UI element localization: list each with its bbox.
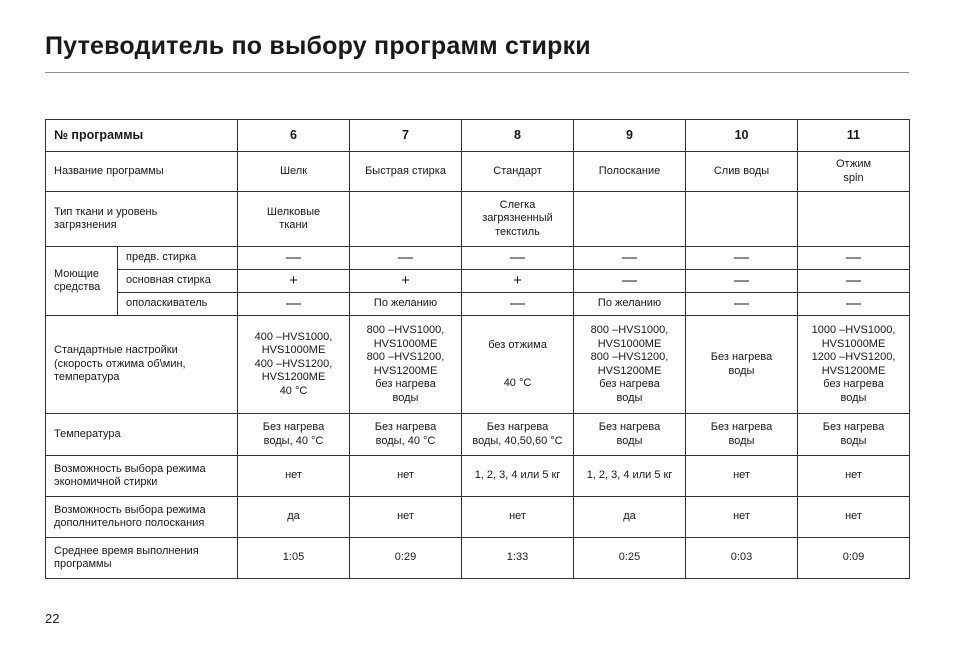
table-cell: 400 –HVS1000, HVS1000ME 400 –HVS1200, HVS1200ME 40 °C	[238, 316, 350, 414]
program-number-11: 11	[798, 120, 910, 152]
table-cell: —	[574, 247, 686, 270]
table-cell: нет	[798, 456, 910, 497]
row-sublabel-rinse-aid: ополаскиватель	[118, 293, 238, 316]
table-cell: Полоскание	[574, 152, 686, 192]
row-label-average-time: Среднее время выполнения программы	[46, 538, 238, 579]
program-number-6: 6	[238, 120, 350, 152]
table-cell	[686, 192, 798, 247]
table-cell: нет	[686, 456, 798, 497]
title-divider	[45, 72, 909, 73]
table-row	[46, 247, 910, 270]
table-cell: —	[686, 293, 798, 316]
table-cell: 1:05	[238, 538, 350, 579]
row-label-standard-settings: Стандартные настройки (скорость отжима об\мин, температура	[46, 316, 238, 414]
table-cell: нет	[350, 497, 462, 538]
table-cell: —	[798, 270, 910, 293]
table-cell: Отжим spin	[798, 152, 910, 192]
table-cell: Без нагрева воды	[686, 414, 798, 456]
table-cell: Слив воды	[686, 152, 798, 192]
row-label-economy-mode: Возможность выбора режима экономичной стирки	[46, 456, 238, 497]
table-cell: —	[462, 247, 574, 270]
table-cell: —	[574, 270, 686, 293]
table-cell: Быстрая стирка	[350, 152, 462, 192]
table-row	[46, 293, 910, 316]
spin-value: без отжима	[488, 338, 547, 351]
program-number-7: 7	[350, 120, 462, 152]
table-cell: 800 –HVS1000, HVS1000ME 800 –HVS1200, HVS1200ME без нагрева воды	[350, 316, 462, 414]
table-cell: —	[238, 293, 350, 316]
table-row	[46, 497, 910, 538]
table-cell: —	[238, 247, 350, 270]
table-cell: нет	[238, 456, 350, 497]
row-label-fabric-type: Тип ткани и уровень загрязнения	[46, 192, 238, 247]
table-cell: Шелк	[238, 152, 350, 192]
table-cell: Без нагрева воды, 40,50,60 °C	[462, 414, 574, 456]
table-row	[46, 192, 910, 247]
table-cell: +	[462, 270, 574, 293]
table-cell: 1, 2, 3, 4 или 5 кг	[462, 456, 574, 497]
row-sublabel-main-wash: основная стирка	[118, 270, 238, 293]
table-header-row	[46, 120, 910, 152]
table-cell: да	[574, 497, 686, 538]
table-cell: Без нагрева воды, 40 °C	[238, 414, 350, 456]
program-number-9: 9	[574, 120, 686, 152]
table-row	[46, 152, 910, 192]
program-guide-table	[45, 119, 910, 579]
table-cell	[574, 192, 686, 247]
program-number-10: 10	[686, 120, 798, 152]
table-cell: нет	[350, 456, 462, 497]
table-row	[46, 270, 910, 293]
row-label-program-name: Название программы	[46, 152, 238, 192]
table-cell: —	[462, 293, 574, 316]
program-number-8: 8	[462, 120, 574, 152]
table-row	[46, 414, 910, 456]
table-cell: 0:29	[350, 538, 462, 579]
table-cell: 1000 –HVS1000, HVS1000ME 1200 –HVS1200, HVS1200ME без нагрева воды	[798, 316, 910, 414]
table-cell: +	[350, 270, 462, 293]
table-cell: 800 –HVS1000, HVS1000ME 800 –HVS1200, HVS1200ME без нагрева воды	[574, 316, 686, 414]
table-cell: —	[798, 293, 910, 316]
table-cell: 0:03	[686, 538, 798, 579]
temperature-value: 40 °C	[503, 377, 532, 389]
table-cell: 0:09	[798, 538, 910, 579]
table-cell: —	[350, 247, 462, 270]
table-cell	[462, 316, 574, 414]
table-cell	[798, 192, 910, 247]
table-row	[46, 538, 910, 579]
page-number: 22	[45, 611, 60, 626]
table-cell: —	[686, 247, 798, 270]
program-number-label: № программы	[46, 120, 238, 152]
table-cell: Без нагрева воды	[798, 414, 910, 456]
table-cell: нет	[798, 497, 910, 538]
table-cell: 0:25	[574, 538, 686, 579]
table-cell: По желанию	[350, 293, 462, 316]
table-cell: —	[686, 270, 798, 293]
table-cell: По желанию	[574, 293, 686, 316]
row-label-temperature: Температура	[46, 414, 238, 456]
table-cell: нет	[462, 497, 574, 538]
table-cell: 1:33	[462, 538, 574, 579]
table-cell: Без нагрева воды	[686, 316, 798, 414]
row-sublabel-prewash: предв. стирка	[118, 247, 238, 270]
table-cell: Слегка загрязненный текстиль	[462, 192, 574, 247]
table-cell	[350, 192, 462, 247]
table-row	[46, 316, 910, 414]
table-cell: Без нагрева воды, 40 °C	[350, 414, 462, 456]
page-title: Путеводитель по выбору программ стирки	[45, 32, 591, 60]
table-cell: Стандарт	[462, 152, 574, 192]
table-cell: Шелковые ткани	[238, 192, 350, 247]
table-cell: Без нагрева воды	[574, 414, 686, 456]
table-cell: —	[798, 247, 910, 270]
table-cell: +	[238, 270, 350, 293]
table-cell: да	[238, 497, 350, 538]
row-label-extra-rinse: Возможность выбора режима дополнительного полоскания	[46, 497, 238, 538]
row-label-detergents: Моющие средства	[46, 247, 118, 316]
table-cell: 1, 2, 3, 4 или 5 кг	[574, 456, 686, 497]
table-cell: нет	[686, 497, 798, 538]
table-row	[46, 456, 910, 497]
